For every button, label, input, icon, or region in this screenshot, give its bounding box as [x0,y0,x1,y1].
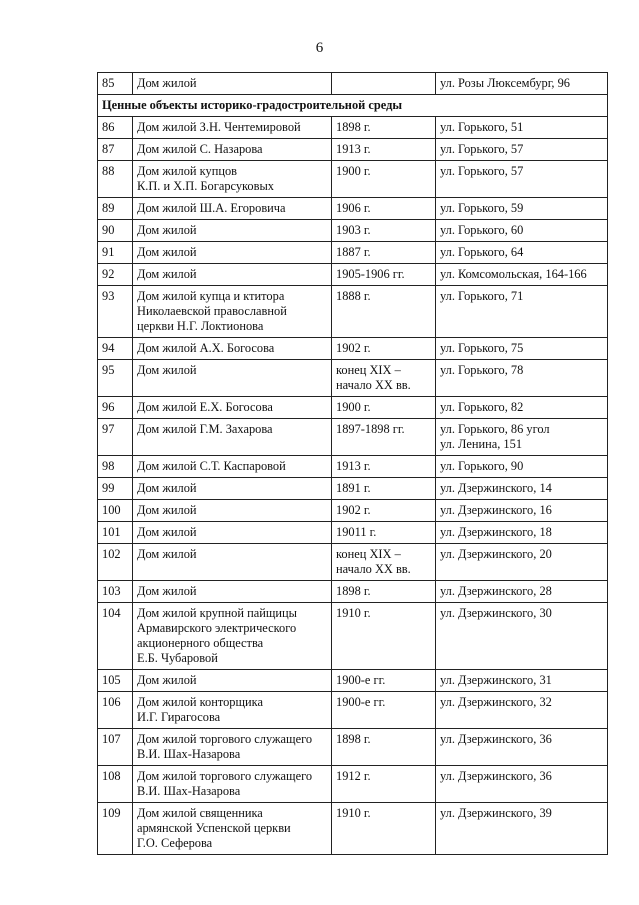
object-address-line: ул. Дзержинского, 32 [440,695,552,709]
object-address-line: ул. Дзержинского, 18 [440,525,552,539]
object-name [133,117,332,139]
construction-date [332,478,436,500]
object-address-line: ул. Розы Люксембург, 96 [440,76,570,90]
object-address [436,220,608,242]
row-number: 96 [98,397,133,419]
page-number: 6 [315,40,324,56]
construction-date-line: 1913 г. [336,142,371,156]
construction-date-line: 1888 г. [336,289,371,303]
table-row [98,242,608,264]
object-name-line: Дом жилой З.Н. Чентемировой [137,120,301,134]
object-name-line: Дом жилой [137,503,197,517]
object-address [436,500,608,522]
construction-date-line: 1913 г. [336,459,371,473]
table-row [98,419,608,456]
object-name [133,803,332,855]
object-address-line: ул. Дзержинского, 36 [440,732,552,746]
row-number: 103 [98,581,133,603]
object-address [436,242,608,264]
table-row [98,766,608,803]
object-name-line: Дом жилой [137,673,197,687]
construction-date-line: 1898 г. [336,732,371,746]
object-name [133,478,332,500]
object-name-line: Дом жилой [137,547,197,561]
row-number: 104 [98,603,133,670]
object-name-line: Г.О. Сеферова [137,836,213,850]
construction-date [332,338,436,360]
object-name [133,692,332,729]
object-name [133,500,332,522]
object-name-line: Дом жилой [137,223,197,237]
object-address [436,397,608,419]
object-name [133,264,332,286]
object-address-line: ул. Дзержинского, 36 [440,769,552,783]
object-name-line: В.И. Шах-Назарова [137,784,241,798]
object-name [133,286,332,338]
object-address-line: ул. Горького, 57 [440,164,524,178]
table-row [98,198,608,220]
table-row [98,544,608,581]
construction-date-line: 1910 г. [336,606,371,620]
table-row [98,220,608,242]
object-address-line: ул. Ленина, 151 [440,437,523,451]
construction-date-line: 1900-е гг. [336,695,386,709]
construction-date-line: 1910 г. [336,806,371,820]
object-name-line: Дом жилой [137,245,197,259]
object-name [133,161,332,198]
construction-date-line: 1898 г. [336,584,371,598]
construction-date-line: 19011 г. [336,525,377,539]
construction-date [332,544,436,581]
object-name [133,73,332,95]
row-number: 86 [98,117,133,139]
object-address-line: ул. Горького, 86 угол [440,422,550,436]
object-address [436,603,608,670]
section-header-row [98,95,608,117]
construction-date-line: 1897-1898 гг. [336,422,405,436]
object-name-line: армянской Успенской церкви [137,821,291,835]
object-address [436,198,608,220]
object-name-line: Дом жилой [137,363,197,377]
object-address [436,117,608,139]
construction-date-line: 1900 г. [336,400,371,414]
object-address [436,766,608,803]
construction-date [332,803,436,855]
object-address-line: ул. Горького, 57 [440,142,524,156]
object-name-line: Дом жилой С.Т. Каспаровой [137,459,286,473]
object-name-line: И.Г. Гирагосова [137,710,221,724]
object-address-line: ул. Горького, 75 [440,341,524,355]
object-name [133,522,332,544]
table-row [98,581,608,603]
object-address [436,456,608,478]
construction-date [332,139,436,161]
row-number: 108 [98,766,133,803]
row-number: 101 [98,522,133,544]
object-address [436,286,608,338]
row-number: 85 [98,73,133,95]
row-number: 95 [98,360,133,397]
object-address-line: ул. Дзержинского, 20 [440,547,552,561]
construction-date-line: 1906 г. [336,201,371,215]
table-row [98,397,608,419]
object-name-line: Дом жилой конторщика [137,695,264,709]
object-name [133,338,332,360]
row-number: 98 [98,456,133,478]
construction-date [332,456,436,478]
object-name-line: Дом жилой [137,267,197,281]
object-address [436,73,608,95]
construction-date [332,220,436,242]
object-address [436,161,608,198]
table-row [98,522,608,544]
object-name [133,581,332,603]
construction-date [332,161,436,198]
construction-date [332,692,436,729]
object-name-line: Дом жилой С. Назарова [137,142,263,156]
object-address-line: ул. Комсомольская, 164-166 [440,267,587,281]
object-name [133,397,332,419]
object-name-line: Дом жилой крупной пайщицы [137,606,297,620]
object-address-line: ул. Горького, 90 [440,459,524,473]
table-row [98,456,608,478]
object-name-line: Дом жилой торгового служащего [137,732,313,746]
construction-date-line: 1905-1906 гг. [336,267,405,281]
object-name [133,242,332,264]
object-name [133,544,332,581]
object-address [436,581,608,603]
row-number: 97 [98,419,133,456]
object-address [436,670,608,692]
construction-date-line: начало XX вв. [336,562,411,576]
construction-date [332,581,436,603]
object-name-line: Дом жилой купца и ктитора [137,289,285,303]
table-row [98,603,608,670]
object-name-line: акционерного общества [137,636,264,650]
object-address-line: ул. Дзержинского, 28 [440,584,552,598]
construction-date [332,419,436,456]
table-row [98,729,608,766]
construction-date-line: 1903 г. [336,223,371,237]
row-number: 89 [98,198,133,220]
object-name [133,198,332,220]
construction-date-line: 1898 г. [336,120,371,134]
table-row [98,478,608,500]
object-address [436,478,608,500]
object-name [133,766,332,803]
object-name-line: Дом жилой [137,76,197,90]
construction-date-line: 1902 г. [336,503,371,517]
object-address-line: ул. Дзержинского, 14 [440,481,552,495]
object-name-line: Е.Б. Чубаровой [137,651,218,665]
construction-date-line: конец XIX – [336,363,401,377]
object-address [436,338,608,360]
object-address-line: ул. Горького, 51 [440,120,524,134]
row-number: 100 [98,500,133,522]
construction-date-line: 1891 г. [336,481,371,495]
construction-date [332,117,436,139]
object-address [436,419,608,456]
row-number: 94 [98,338,133,360]
construction-date [332,286,436,338]
table-row [98,360,608,397]
table-body [98,73,608,855]
object-address-line: ул. Дзержинского, 39 [440,806,552,820]
construction-date-line: 1900-е гг. [336,673,386,687]
construction-date-line: 1902 г. [336,341,371,355]
table-row [98,117,608,139]
object-address-line: ул. Горького, 71 [440,289,524,303]
construction-date [332,500,436,522]
object-name-line: В.И. Шах-Назарова [137,747,241,761]
construction-date [332,198,436,220]
object-address [436,264,608,286]
construction-date [332,73,436,95]
construction-date [332,603,436,670]
row-number: 90 [98,220,133,242]
construction-date-line: начало XX вв. [336,378,411,392]
object-name [133,220,332,242]
table-row [98,161,608,198]
object-name-line: Дом жилой А.Х. Богосова [137,341,275,355]
construction-date-line: 1912 г. [336,769,371,783]
row-number: 88 [98,161,133,198]
construction-date [332,670,436,692]
heritage-registry-table [97,72,608,855]
object-name-line: церкви Н.Г. Локтионова [137,319,264,333]
object-name-line: Дом жилой [137,525,197,539]
row-number: 87 [98,139,133,161]
table-row [98,286,608,338]
construction-date [332,264,436,286]
object-address-line: ул. Горького, 60 [440,223,524,237]
object-address-line: ул. Дзержинского, 30 [440,606,552,620]
object-name [133,139,332,161]
construction-date-line: 1900 г. [336,164,371,178]
table-row [98,692,608,729]
object-address [436,139,608,161]
row-number: 92 [98,264,133,286]
construction-date-line: 1887 г. [336,245,371,259]
table-row [98,264,608,286]
construction-date [332,397,436,419]
object-address-line: ул. Дзержинского, 31 [440,673,552,687]
construction-date-line: конец XIX – [336,547,401,561]
object-name-line: Дом жилой Г.М. Захарова [137,422,273,436]
table-row [98,73,608,95]
object-name [133,603,332,670]
row-number: 93 [98,286,133,338]
object-address-line: ул. Горького, 64 [440,245,524,259]
table-row [98,139,608,161]
row-number: 107 [98,729,133,766]
table-row [98,500,608,522]
object-name-line: Дом жилой торгового служащего [137,769,313,783]
object-address-line: ул. Дзержинского, 16 [440,503,552,517]
table-row [98,803,608,855]
object-name-line: Дом жилой купцов [137,164,237,178]
object-name [133,419,332,456]
object-address [436,360,608,397]
object-address [436,803,608,855]
object-name [133,729,332,766]
object-name-line: Армавирского электрического [137,621,297,635]
object-name-line: Николаевской православной [137,304,287,318]
row-number: 106 [98,692,133,729]
row-number: 109 [98,803,133,855]
construction-date [332,729,436,766]
object-address-line: ул. Горького, 82 [440,400,524,414]
construction-date [332,242,436,264]
object-name-line: Дом жилой [137,481,197,495]
object-address [436,522,608,544]
object-address-line: ул. Горького, 59 [440,201,524,215]
row-number: 91 [98,242,133,264]
object-name-line: К.П. и Х.П. Богарсуковых [137,179,274,193]
construction-date [332,766,436,803]
object-name-line: Дом жилой священника [137,806,263,820]
construction-date [332,360,436,397]
object-name [133,360,332,397]
row-number: 99 [98,478,133,500]
row-number: 102 [98,544,133,581]
row-number: 105 [98,670,133,692]
object-name [133,456,332,478]
object-name-line: Дом жилой Ш.А. Егоровича [137,201,286,215]
object-name [133,670,332,692]
object-address [436,692,608,729]
construction-date [332,522,436,544]
table-row [98,338,608,360]
object-address [436,544,608,581]
object-address [436,729,608,766]
table-row [98,670,608,692]
section-title: Ценные объекты историко-градостроительной среды [98,95,608,117]
object-name-line: Дом жилой Е.Х. Богосова [137,400,273,414]
object-address-line: ул. Горького, 78 [440,363,524,377]
object-name-line: Дом жилой [137,584,197,598]
